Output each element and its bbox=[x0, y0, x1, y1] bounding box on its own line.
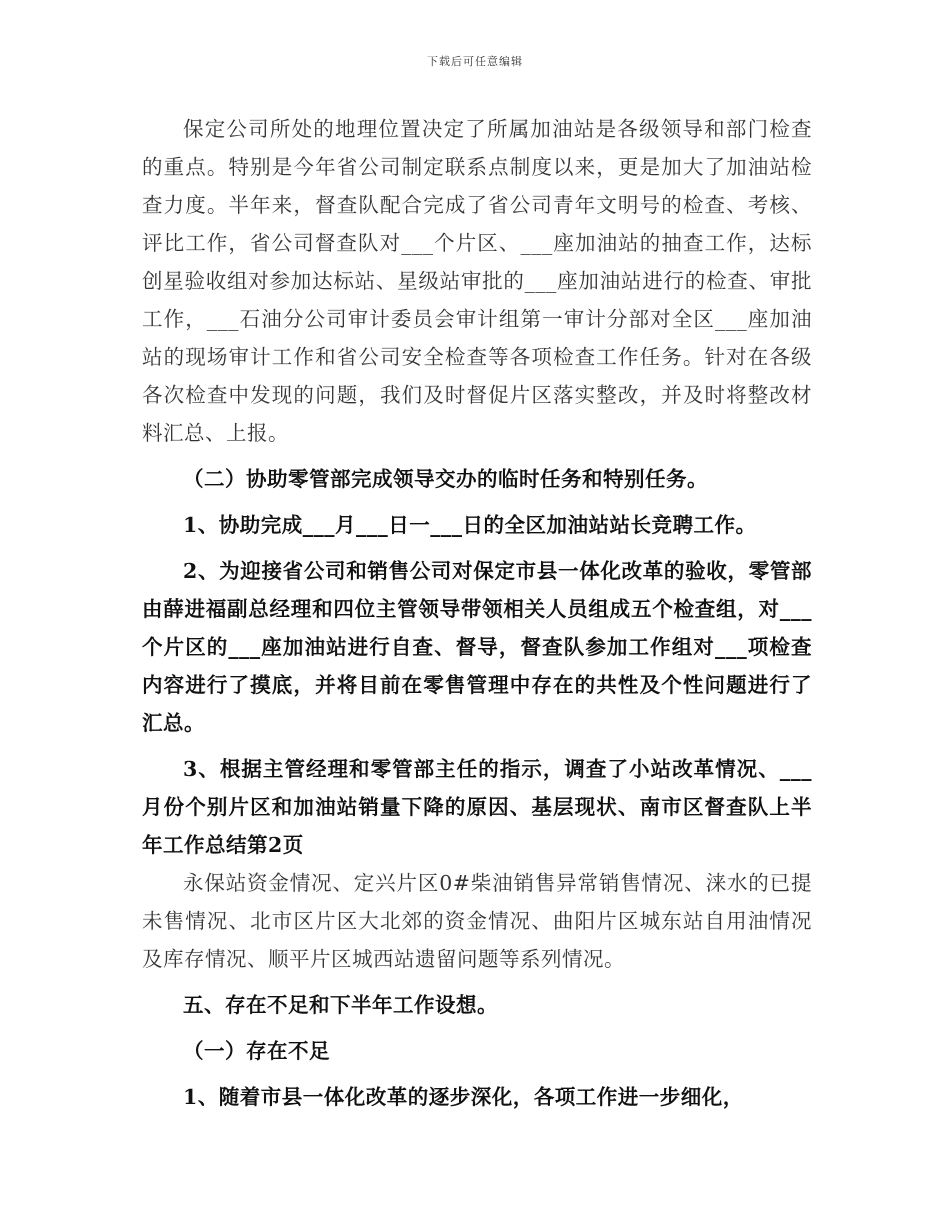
paragraph-shortcoming-1: 1、随着市县一体化改革的逐步深化，各项工作进一步细化， bbox=[183, 1085, 744, 1109]
paragraph-gap bbox=[142, 1070, 812, 1078]
section-heading-shortcomings-plan: 五、存在不足和下半年工作设想。 bbox=[183, 993, 498, 1017]
paragraph-gap bbox=[142, 544, 812, 552]
paragraph-investigation-details: 永保站资金情况、定兴片区0#柴油销售异常销售情况、涞水的已提未售情况、北市区片区大北郊的资金情况、曲阳片区城东站自用油情况及库存情况、顺平片区城西站遗留问题等系列情况。 bbox=[142, 871, 812, 971]
paragraph-gap bbox=[142, 452, 812, 460]
paragraph-gap bbox=[142, 978, 812, 986]
paragraph-item-2: 2、为迎接省公司和销售公司对保定市县一体化改革的验收，零管部由薛进福副总经理和四位主管领导带领相关人员组成五个检查组，对___个片区的___座加油站进行自查、督导，督查队参加工作组对___项检查内容进行了摸底，并将目前在零售管理中存在的共性及个性问题进行了汇总。 bbox=[142, 559, 812, 735]
document-body bbox=[142, 110, 812, 1116]
paragraph-inspection-work: 保定公司所处的地理位置决定了所属加油站是各级领导和部门检查的重点。特别是今年省公司制定联系点制度以来，更是加大了加油站检查力度。半年来，督查队配合完成了省公司青年文明号的检查、考核、评比工作，省公司督查队对___个片区、___座加油站的抽查工作，达标创星验收组对参加达标站、星级站审批的___座加油站进行的检查、审批工作，___石油分公司审计委员会审计组第一审计分部对全区___座加油站的现场审计工作和省公司安全检查等各项检查工作任务。针对在各级各次检查中发现的问题，我们及时督促片区落实整改，并及时将整改材料汇总、上报。 bbox=[142, 117, 812, 445]
header-note: 下载后可任意编辑 bbox=[427, 55, 523, 68]
paragraph-item-1: 1、协助完成___月___日一___日的全区加油站站长竞聘工作。 bbox=[183, 513, 757, 537]
paragraph-gap bbox=[142, 498, 812, 506]
section-heading-temporary-tasks: （二）协助零管部完成领导交办的临时任务和特别任务。 bbox=[183, 467, 708, 491]
paragraph-item-3: 3、根据主管经理和零管部主任的指示，调查了小站改革情况、___月份个别片区和加油站销量下降的原因、基层现状、南市区督查队上半年工作总结第2页 bbox=[142, 757, 812, 857]
paragraph-gap bbox=[142, 742, 812, 750]
subsection-heading-shortcomings: （一）存在不足 bbox=[183, 1039, 330, 1063]
paragraph-gap bbox=[142, 1024, 812, 1032]
